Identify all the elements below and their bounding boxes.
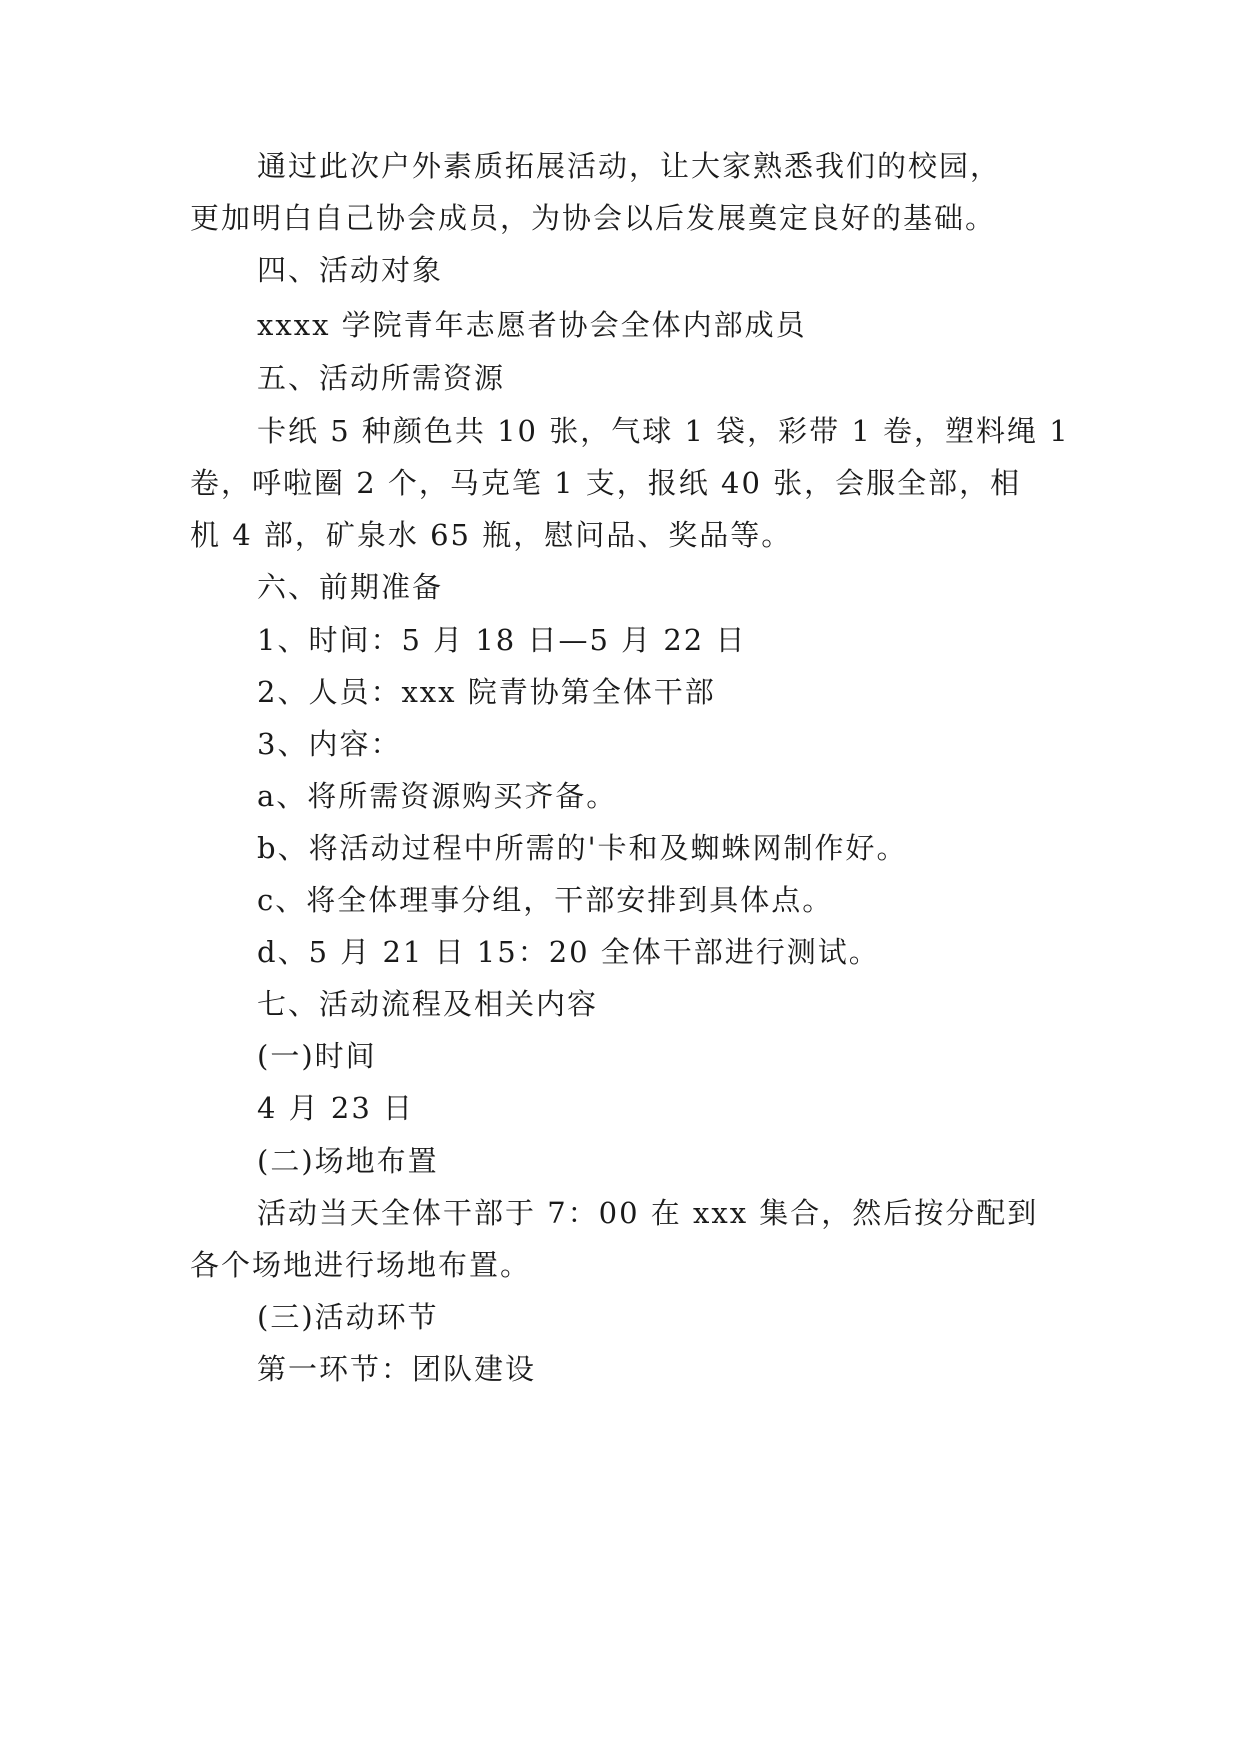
prep-subitem-c: c、将全体理事分组，干部安排到具体点。 — [257, 883, 834, 917]
heading-process: 七、活动流程及相关内容 — [257, 987, 599, 1021]
paragraph-resources-line-2: 卷，呼啦圈 2 个，马克笔 1 支，报纸 40 张，会服全部，相 — [190, 466, 1022, 500]
paragraph-date: 4 月 23 日 — [257, 1091, 415, 1125]
paragraph-purpose-line-1: 通过此次户外素质拓展活动，让大家熟悉我们的校园， — [257, 149, 1002, 183]
prep-item-staff: 2、人员：xxx 院青协第全体干部 — [257, 675, 716, 709]
paragraph-resources-line-1: 卡纸 5 种颜色共 10 张，气球 1 袋，彩带 1 卷，塑料绳 1 — [257, 414, 1070, 448]
subheading-stages: (三)活动环节 — [257, 1300, 439, 1334]
prep-subitem-d: d、5 月 21 日 15：20 全体干部进行测试。 — [257, 935, 880, 969]
paragraph-target: xxxx 学院青年志愿者协会全体内部成员 — [257, 308, 807, 342]
stage-team-building: 第一环节：团队建设 — [257, 1352, 537, 1386]
paragraph-resources-line-3: 机 4 部，矿泉水 65 瓶，慰问品、奖品等。 — [190, 518, 793, 552]
subheading-venue: (二)场地布置 — [257, 1144, 439, 1178]
paragraph-venue-line-1: 活动当天全体干部于 7：00 在 xxx 集合，然后按分配到 — [257, 1196, 1039, 1230]
paragraph-venue-line-2: 各个场地进行场地布置。 — [190, 1248, 532, 1282]
prep-item-time: 1、时间：5 月 18 日—5 月 22 日 — [257, 623, 747, 657]
paragraph-purpose-line-2: 更加明白自己协会成员，为协会以后发展奠定良好的基础。 — [190, 201, 997, 235]
subheading-time: (一)时间 — [257, 1039, 377, 1073]
heading-resources: 五、活动所需资源 — [257, 361, 506, 395]
prep-item-content: 3、内容： — [257, 727, 402, 761]
heading-preparation: 六、前期准备 — [257, 570, 444, 604]
prep-subitem-b: b、将活动过程中所需的'卡和及蜘蛛网制作好。 — [257, 831, 908, 865]
heading-activity-target: 四、活动对象 — [257, 253, 444, 287]
prep-subitem-a: a、将所需资源购买齐备。 — [257, 779, 618, 813]
